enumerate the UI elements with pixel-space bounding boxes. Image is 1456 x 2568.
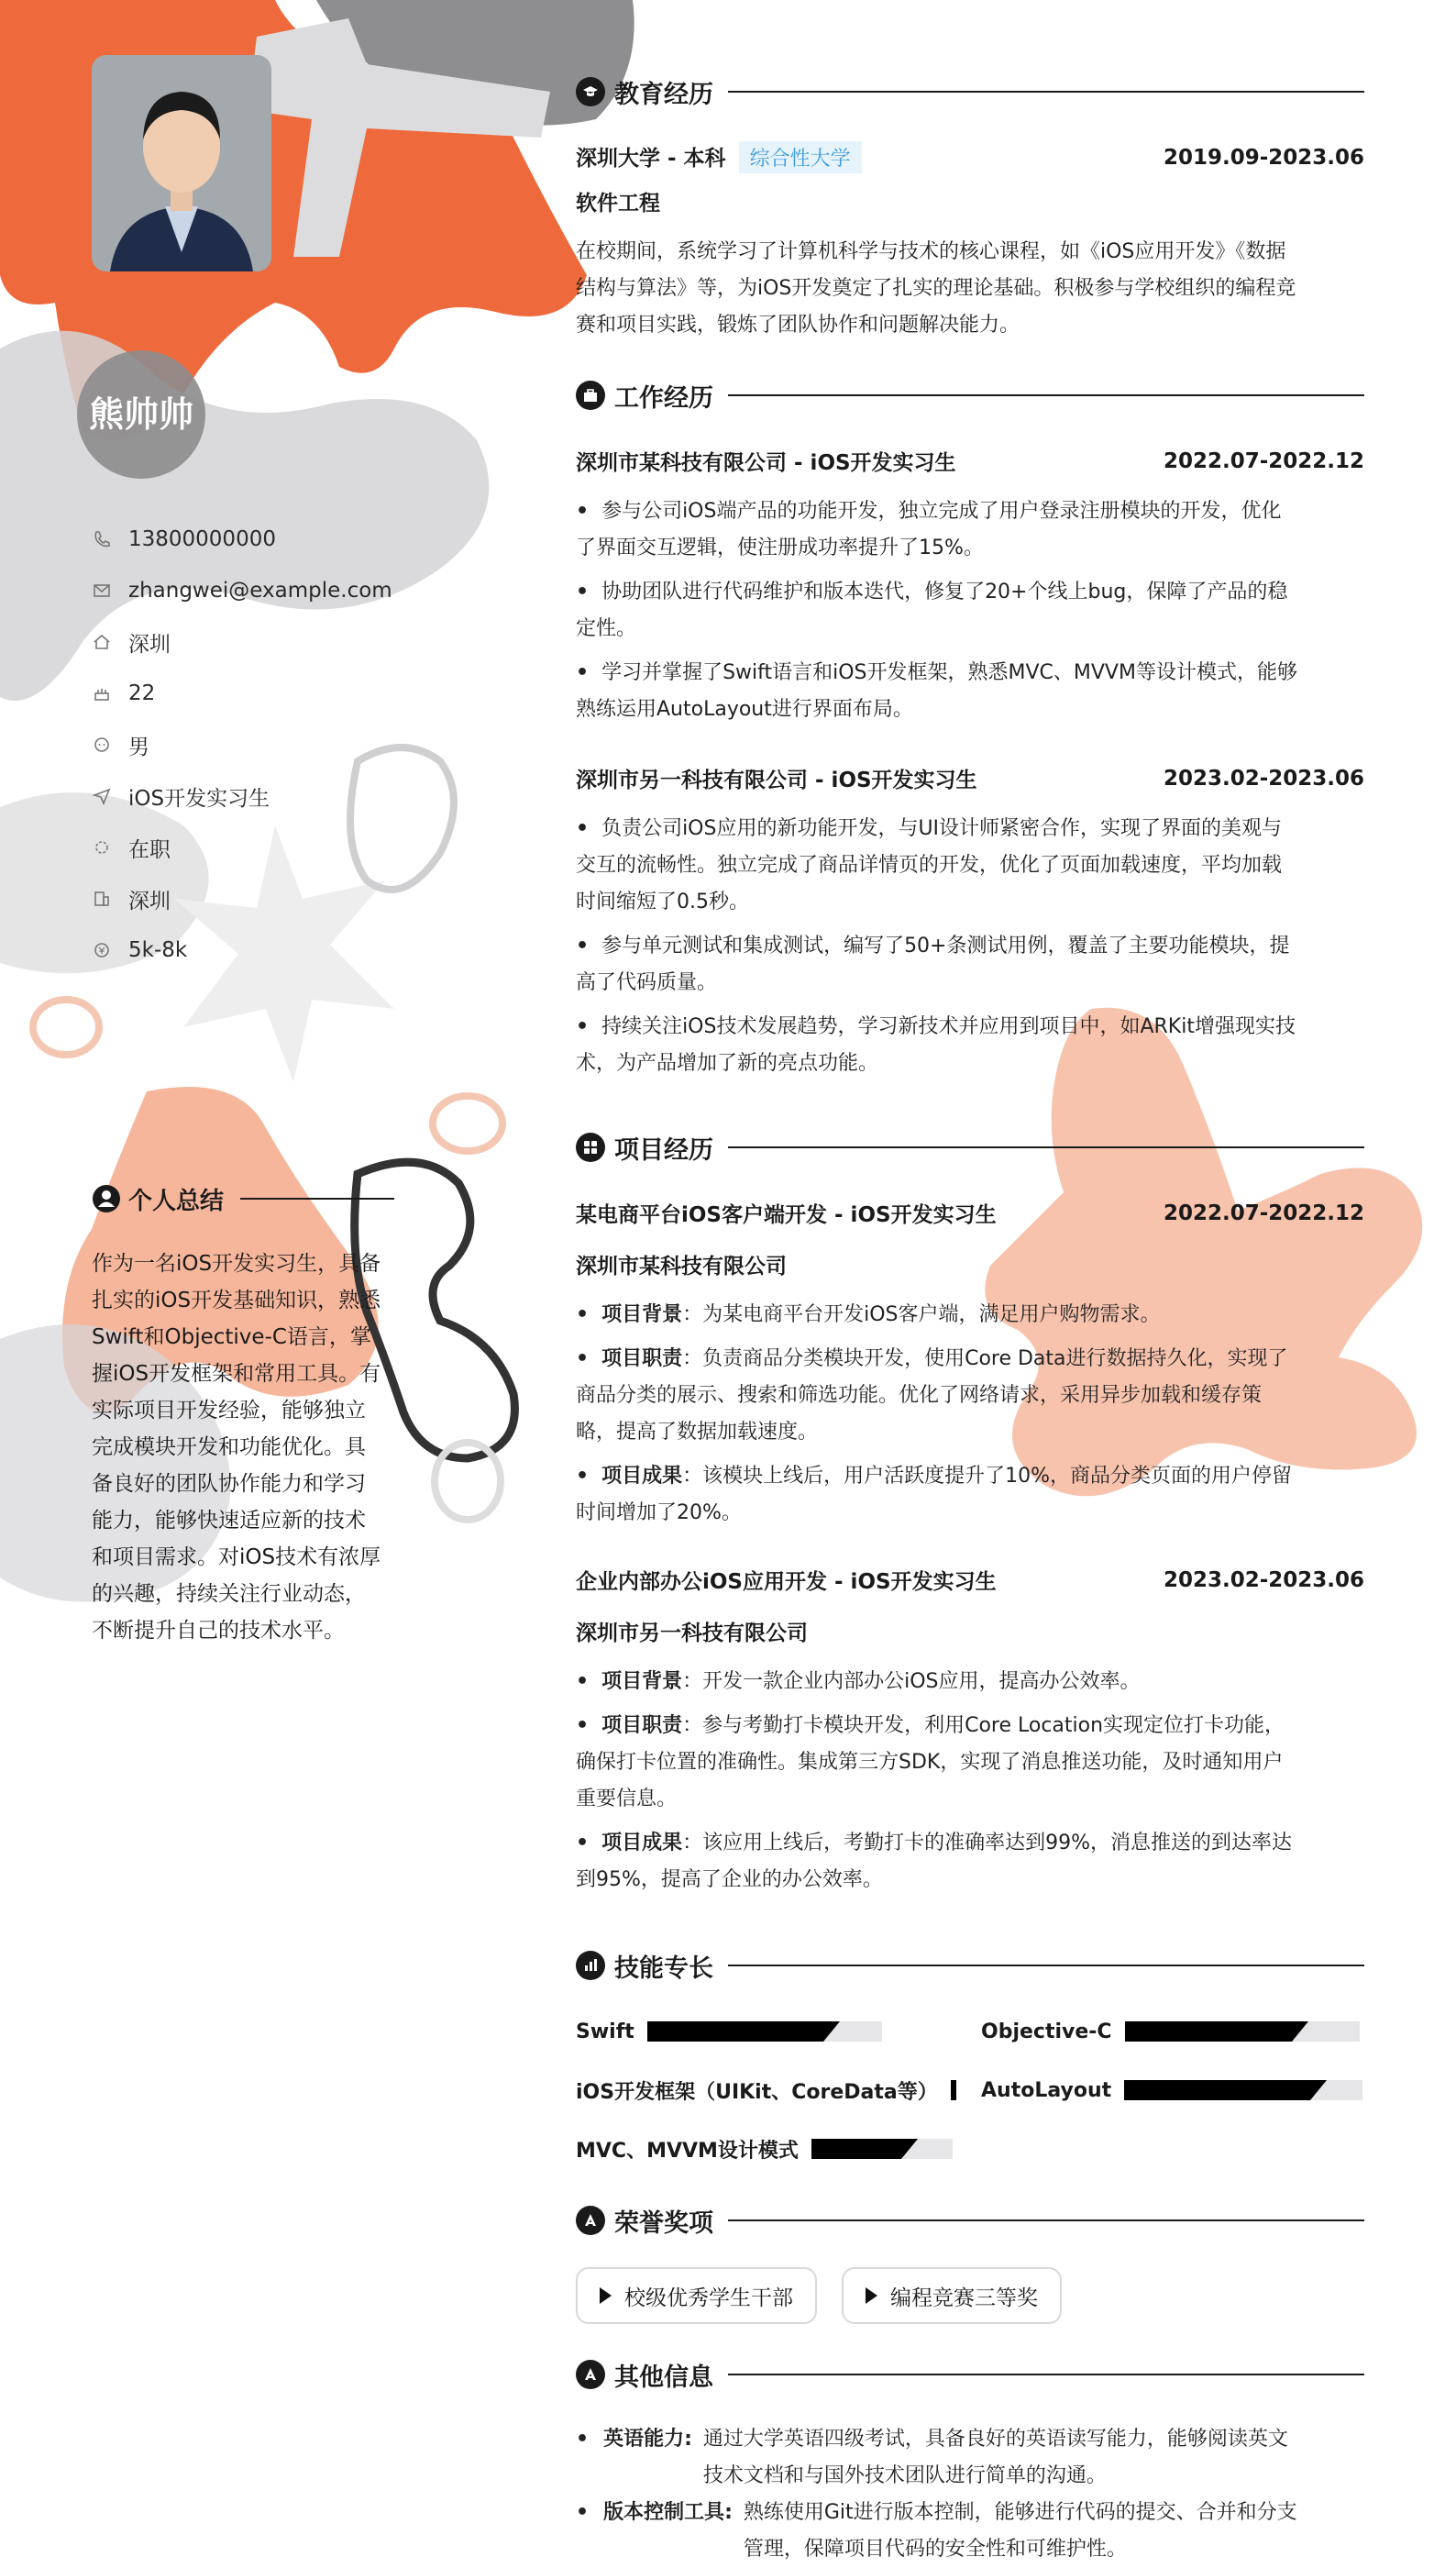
job-heading: 深圳市另一科技有限公司 - iOS开发实习生: [576, 769, 977, 792]
skill-bar: [647, 2021, 882, 2042]
text-line: 通过大学英语四级考试，具备良好的英语读写能力，能够阅读英文: [702, 2428, 1288, 2451]
contact-gender: [92, 719, 477, 770]
contact-age: [92, 668, 477, 719]
contact-value: iOS开发实习生: [128, 786, 270, 811]
project-heading: 企业内部办公iOS应用开发 - iOS开发实习生: [576, 1570, 997, 1594]
home-icon: [92, 632, 112, 652]
school-name: 深圳大学 - 本科: [576, 147, 726, 171]
avatar: [92, 55, 271, 271]
list-item: • 项目成果：该应用上线后，考勤打卡的准确率达到99%，消息推送的到达率达 到95%，提高了企业的办公效率。: [576, 1825, 1364, 1898]
briefcase-icon: [576, 381, 605, 410]
section-title: 其他信息: [614, 2363, 713, 2392]
text-line: 定性。: [576, 617, 637, 640]
summary-line: 备良好的团队协作能力和学习: [92, 1472, 366, 1496]
contact-list: [92, 514, 477, 976]
contact-position: [92, 770, 477, 822]
list-item: • 参与单元测试和集成测试，编写了50+条测试用例，覆盖了主要功能模块，提 高了代码质量。: [576, 928, 1364, 1002]
play-icon: [600, 2287, 612, 2304]
text-line: 重要信息。: [576, 1788, 678, 1810]
major-row: [576, 186, 1364, 216]
money-icon: [92, 940, 112, 960]
text-line: 了界面交互逻辑，使注册成功率提升了15%。: [576, 537, 984, 559]
list-item: • 持续关注iOS技术发展趋势，学习新技术并应用到项目中，如ARKit增强现实技 术，为产品增加了新的亮点功能。: [576, 1009, 1364, 1082]
summary-line: 扎实的iOS开发基础知识，熟悉: [92, 1289, 381, 1312]
text-line: ：开发一款企业内部办公iOS应用，提高办公效率。: [682, 1670, 1141, 1693]
project-heading: 某电商平台iOS客户端开发 - iOS开发实习生: [576, 1203, 997, 1227]
contact-phone: [92, 514, 477, 565]
status-icon: [92, 837, 112, 858]
education-description: [576, 234, 1364, 344]
list-item: • 项目背景：为某电商平台开发iOS客户端，满足用户购物需求。: [576, 1303, 1161, 1326]
contact-email: [92, 565, 477, 616]
text-line: ：参与考勤打卡模块开发，利用Core Location实现定位打卡功能，: [682, 1714, 1285, 1737]
send-icon: [92, 786, 112, 806]
divider: [240, 1198, 394, 1200]
skill-fill: [1124, 2080, 1310, 2100]
other-item: • 英语能力: 通过大学英语四级考试，具备良好的英语读写能力，能够阅读英文 技术文档和与国外技术团队进行简单的沟通。: [576, 2421, 1364, 2495]
sidebar: [0, 0, 513, 2568]
skills-heading: [576, 1949, 1364, 1982]
text-line: 技术文档和与国外技术团队进行简单的沟通。: [702, 2464, 1107, 2487]
summary-title: 个人总结: [128, 1187, 225, 1215]
skill-item: [981, 2076, 1362, 2104]
contact-value: 5k-8k: [128, 938, 188, 962]
text-line: 赛和项目实践，锻炼了团队协作和问题解决能力。: [576, 314, 1020, 337]
text-line: 协助团队进行代码维护和版本迭代，修复了20+个线上bug，保障了产品的稳: [601, 581, 1288, 603]
text-line: 略，提高了数据加载速度。: [576, 1421, 819, 1444]
gender-icon: [92, 735, 112, 755]
skill-bar: [811, 2139, 953, 2159]
skill-fill: [1125, 2021, 1292, 2042]
contact-value: zhangwei@example.com: [128, 579, 392, 603]
text-line: 商品分类的展示、搜索和筛选功能。优化了网络请求，采用异步加载和缓存策: [576, 1384, 1263, 1407]
bullet-label: 项目背景: [601, 1303, 683, 1326]
summary-heading: [92, 1183, 394, 1214]
summary-text: [92, 1245, 394, 1649]
contact-value: 13800000000: [128, 527, 276, 551]
text-line: 交互的流畅性。独立完成了商品详情页的开发，优化了页面加载速度，平均加载: [576, 854, 1283, 877]
contact-value: 深圳: [128, 632, 171, 657]
list-item: • 项目职责：参与考勤打卡模块开发，利用Core Location实现定位打卡功能， 确保打卡位置的准确性。集成第三方SDK，实现了消息推送功能，及时通知用户 重要信息。: [576, 1708, 1364, 1818]
text-line: 参与单元测试和集成测试，编写了50+条测试用例，覆盖了主要功能模块，提: [601, 935, 1290, 957]
award-chip: [576, 2267, 817, 2324]
text-line: 在校期间，系统学习了计算机科学与技术的核心课程，如《iOS应用开发》《数据: [576, 240, 1286, 263]
text-line: 术，为产品增加了新的亮点功能。: [576, 1052, 879, 1075]
other-label: 版本控制工具:: [603, 2501, 733, 2524]
list-item: • 负责公司iOS应用的新功能开发，与UI设计师紧密合作，实现了界面的美观与 交互的流畅性。独立完成了商品详情页的开发，优化了页面加载速度，平均加载 时间缩短了0.5秒。: [576, 811, 1364, 921]
section-title: 技能专长: [614, 1954, 713, 1983]
text-line: 熟练使用Git进行版本控制，能够进行代码的提交、合并和分支: [743, 2501, 1297, 2524]
project-company-row: [576, 1616, 1364, 1646]
award-chip: [842, 2267, 1062, 2324]
divider: [728, 2374, 1364, 2375]
phone-icon: [92, 529, 112, 549]
mail-icon: [92, 581, 112, 601]
major: 软件工程: [576, 192, 660, 216]
contact-status: [92, 822, 477, 873]
list-item: • 参与公司iOS端产品的功能开发，独立完成了用户登录注册模块的开发，优化 了界面交互逻辑，使注册成功率提升了15%。: [576, 493, 1364, 567]
divider: [728, 91, 1364, 93]
cake-icon: [92, 683, 112, 703]
list-item: • 项目职责：负责商品分类模块开发，使用Core Data进行数据持久化，实现了 商品分类的展示、搜索和筛选功能。优化了网络请求，采用异步加载和缓存策 略，提高了数据加载速度。: [576, 1341, 1364, 1451]
summary-line: 不断提升自己的技术水平。: [92, 1619, 345, 1643]
text-line: 熟练运用AutoLayout进行界面布局。: [576, 698, 913, 721]
project-company: 深圳市某科技有限公司: [576, 1255, 787, 1278]
project-company-row: [576, 1249, 1364, 1279]
grid-icon: [576, 1133, 605, 1162]
divider: [728, 2219, 1364, 2221]
profile-name: 熊帅帅: [88, 394, 193, 435]
summary-line: Swift和Objective-C语言，掌: [92, 1325, 371, 1349]
text-line: ：负责商品分类模块开发，使用Core Data进行数据持久化，实现了: [682, 1347, 1288, 1370]
bullet-label: 项目背景: [601, 1670, 683, 1693]
bullet-label: 项目成果: [601, 1465, 683, 1488]
user-icon: [92, 1184, 121, 1213]
text-line: 结构与算法》等，为iOS开发奠定了扎实的理论基础。积极参与学校组织的编程竞: [576, 277, 1296, 300]
divider: [728, 394, 1364, 396]
text-line: 确保打卡位置的准确性。集成第三方SDK，实现了消息推送功能，及时通知用户: [576, 1751, 1284, 1774]
text-line: 时间增加了20%。: [576, 1501, 742, 1524]
project-header: [576, 1565, 1364, 1595]
project-date: 2023.02-2023.06: [1163, 1567, 1364, 1592]
text-line: 高了代码质量。: [576, 971, 718, 994]
skill-fill: [647, 2021, 823, 2042]
bullet-label: 项目职责: [601, 1347, 683, 1370]
school-tag: 综合性大学: [739, 141, 862, 173]
summary-line: 握iOS开发框架和常用工具。有: [92, 1362, 381, 1386]
skill-fill: [811, 2139, 901, 2159]
skill-name: iOS开发框架（UIKit、CoreData等）: [576, 2080, 938, 2104]
skill-name: MVC、MVVM设计模式: [576, 2139, 799, 2163]
summary-line: 完成模块开发和功能优化。具: [92, 1435, 366, 1459]
skill-bar: [951, 2080, 956, 2100]
skill-name: Swift: [576, 2020, 634, 2043]
skill-item: [576, 2018, 882, 2045]
text-line: 负责公司iOS应用的新功能开发，与UI设计师紧密合作，实现了界面的美观与: [601, 817, 1283, 840]
job-heading: 深圳市某科技有限公司 - iOS开发实习生: [576, 451, 956, 475]
list-item: • 协助团队进行代码维护和版本迭代，修复了20+个线上bug，保障了产品的稳 定性。: [576, 574, 1364, 648]
job-date: 2022.07-2022.12: [1163, 448, 1364, 473]
work-heading: [576, 379, 1364, 412]
project-header: [576, 1198, 1364, 1228]
contact-value: 男: [128, 735, 149, 759]
skill-item: [981, 2018, 1360, 2045]
skill-item: [576, 2135, 953, 2163]
bullet-label: 项目成果: [601, 1832, 683, 1854]
other-heading: [576, 2358, 1364, 2391]
award-label: 编程竞赛三等奖: [890, 2286, 1038, 2310]
contact-salary: [92, 924, 477, 976]
awards-heading: [576, 2204, 1364, 2237]
award-icon: [576, 2206, 605, 2235]
award-label: 校级优秀学生干部: [624, 2286, 793, 2310]
award-icon: [576, 2360, 605, 2389]
projects-heading: [576, 1131, 1364, 1164]
text-line: 参与公司iOS端产品的功能开发，独立完成了用户登录注册模块的开发，优化: [601, 500, 1282, 523]
summary-line: 和项目需求。对iOS技术有浓厚: [92, 1545, 381, 1569]
job-header: [576, 446, 1364, 476]
text-line: ：该应用上线后，考勤打卡的准确率达到99%，消息推送的到达率达: [682, 1832, 1292, 1854]
text-line: 到95%，提高了企业的办公效率。: [576, 1868, 883, 1891]
contact-city: [92, 616, 477, 668]
skill-name: AutoLayout: [981, 2078, 1112, 2102]
divider: [728, 1965, 1364, 1966]
text-line: 管理，保障项目代码的安全性和可维护性。: [743, 2538, 1127, 2561]
skill-fill: [951, 2080, 956, 2100]
contact-value: 在职: [128, 837, 171, 862]
contact-value: 22: [128, 681, 156, 705]
skill-cut: [901, 2139, 918, 2159]
text-line: 学习并掌握了Swift语言和iOS开发框架，熟悉MVC、MVVM等设计模式，能够: [601, 661, 1297, 684]
skill-cut: [1292, 2021, 1308, 2042]
skill-cut: [823, 2021, 840, 2042]
skill-bar: [1124, 2080, 1362, 2100]
list-item: • 项目成果：该模块上线后，用户活跃度提升了10%，商品分类页面的用户停留 时间增加了20%。: [576, 1458, 1364, 1532]
bullet-label: 项目职责: [601, 1714, 683, 1737]
section-title: 工作经历: [614, 383, 713, 413]
project-company: 深圳市另一科技有限公司: [576, 1622, 808, 1645]
summary-line: 的兴趣，持续关注行业动态，: [92, 1582, 366, 1606]
section-title: 项目经历: [614, 1135, 713, 1165]
text-line: ：为某电商平台开发iOS客户端，满足用户购物需求。: [682, 1303, 1161, 1326]
list-item: • 项目背景：开发一款企业内部办公iOS应用，提高办公效率。: [576, 1670, 1141, 1693]
job-date: 2023.02-2023.06: [1163, 766, 1364, 791]
education-row: [576, 141, 1364, 173]
other-item: • 版本控制工具: 熟练使用Git进行版本控制，能够进行代码的提交、合并和分支 管理，保障项目代码的安全性和可维护性。: [576, 2495, 1364, 2568]
list-item: • 学习并掌握了Swift语言和iOS开发框架，熟悉MVC、MVVM等设计模式，能够 熟练运用AutoLayout进行界面布局。: [576, 655, 1364, 728]
text-line: 持续关注iOS技术发展趋势，学习新技术并应用到项目中，如ARKit增强现实技: [601, 1015, 1296, 1038]
summary-line: 能力，能够快速适应新的技术: [92, 1509, 366, 1533]
education-heading: [576, 75, 1364, 108]
education-date: 2019.09-2023.06: [1163, 145, 1364, 170]
play-icon: [866, 2287, 877, 2304]
text-line: 时间缩短了0.5秒。: [576, 891, 749, 913]
section-title: 荣誉奖项: [614, 2208, 713, 2238]
skill-name: Objective-C: [981, 2020, 1112, 2043]
job-header: [576, 763, 1364, 793]
divider: [728, 1146, 1364, 1148]
section-title: 教育经历: [614, 80, 713, 109]
skill-cut: [1310, 2080, 1327, 2100]
contact-workplace: [92, 873, 477, 924]
project-date: 2022.07-2022.12: [1163, 1201, 1364, 1225]
contact-value: 深圳: [128, 889, 171, 913]
building-icon: [92, 889, 112, 909]
person-icon: [92, 55, 271, 271]
graduation-icon: [576, 77, 605, 106]
skill-bar: [1125, 2021, 1360, 2042]
skill-item: [576, 2076, 956, 2104]
summary-line: 作为一名iOS开发实习生，具备: [92, 1252, 381, 1276]
text-line: ：该模块上线后，用户活跃度提升了10%，商品分类页面的用户停留: [682, 1465, 1292, 1488]
other-label: 英语能力:: [603, 2428, 692, 2451]
chart-icon: [576, 1951, 605, 1980]
summary-line: 实际项目开发经验，能够独立: [92, 1399, 366, 1422]
